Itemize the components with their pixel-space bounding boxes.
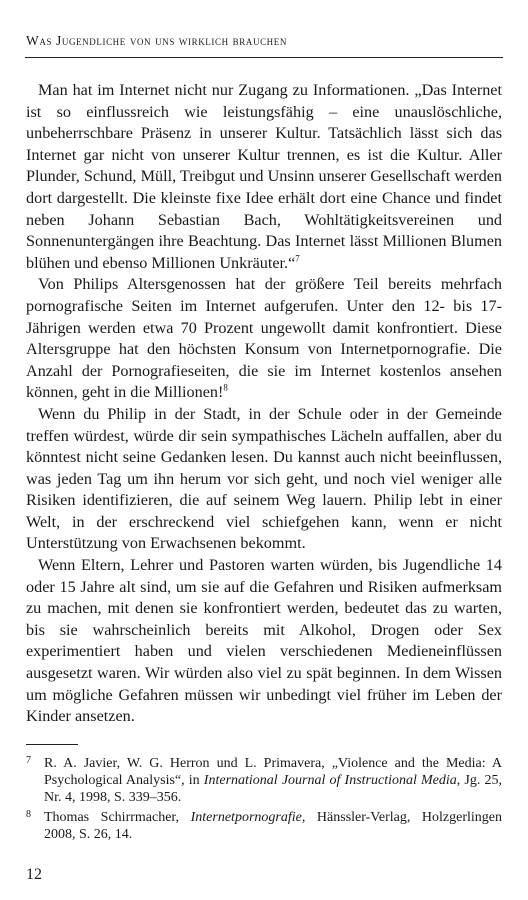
footnote-7 bbox=[26, 755, 502, 807]
paragraph-2 bbox=[26, 274, 502, 404]
footnote-8 bbox=[26, 809, 502, 843]
footnote-number: 8 bbox=[26, 808, 31, 820]
footnote-text-end: , Hänssler-Verlag, Holzgerlingen 2008, S. 26, 14. bbox=[44, 809, 502, 842]
paragraph-4 bbox=[26, 555, 502, 728]
footnote-number: 7 bbox=[26, 755, 31, 766]
paragraph-3 bbox=[26, 404, 502, 555]
footnote-ref-8: 8 bbox=[223, 382, 228, 393]
paragraph-2-text: Von Philips Altersgenossen hat der größere Teil bereits mehrfach pornografische Seiten im Internet aufgerufen. Unter den 12- bis 17-Jährigen werden etwa 70 Prozent ungewollt damit konfrontiert. Diese Altersgruppe hat den höchsten Konsum von Internetpornografie. Die Anzahl der Pornografieseiten, die sie im Internet kostenlos ansehen können, geht in die Millionen! bbox=[26, 275, 502, 402]
page-number: 12 bbox=[26, 866, 42, 883]
footnote-ref-7: 7 bbox=[295, 253, 300, 264]
paragraph-4-text: Wenn Eltern, Lehrer und Pastoren warten würden, bis Jugendliche 14 oder 15 Jahre alt sind, um sie auf die Gefahren und Risiken aufmerksam zu machen, mit denen sie konfrontiert werden, bedeutet das zu warten, bis sie wahrscheinlich bereits mit Alkohol, Drogen oder Sex experimentiert haben und vielen verschiedenen Medieneinflüssen ausgesetzt waren. Wir würden also viel zu spät beginnen. In dem Wissen um mögliche Gefahren müssen wir unbedingt viel früher im Leben der Kinder ansetzen. bbox=[26, 556, 502, 726]
footnote-text: R. A. Javier, W. G. Herron und L. Primavera, „Violence and the Media: A Psychological Analysis“, in bbox=[44, 756, 502, 789]
main-text bbox=[26, 80, 502, 728]
paragraph-1-text: Man hat im Internet nicht nur Zugang zu Informationen. „Das Internet ist so einflussreich wie leistungsfähig – eine unauslöschliche, unbeherrschbare Präsenz in unserer Kultur. Tatsächlich lässt sich das Internet gar nicht von unserer Kultur trennen, es ist die Kultur. Aller Plunder, Schund, Müll, Treibgut und Unsinn unserer Gesellschaft werden dort dargestellt. Die kleinste fixe Idee erhält dort eine Chance und findet neben Johann Sebastian Bach, Wohltätigkeitsvereinen und Sonnenuntergängen ihre Beachtung. Das Internet lässt Millionen Blumen blühen und ebenso Millionen Unkräuter.“ bbox=[26, 81, 502, 272]
footnote-book-title: Internetpornografie bbox=[190, 809, 302, 825]
footnote-journal-title: International Journal of Instructional Media bbox=[203, 773, 457, 789]
footnotes bbox=[26, 755, 502, 845]
paragraph-3-text: Wenn du Philip in der Stadt, in der Schule oder in der Gemeinde treffen würdest, würde dir sein sympathisches Lächeln auffallen, aber du könntest nicht seine Gedanken lesen. Du kannst auch nicht beeinflussen, was jeden Tag um ihn herum vor sich geht, und noch viel weniger alle Risiken identifizieren, die auf seinem Weg lauern. Philip lebt in einer Welt, in der erschreckend viel schiefgehen kann, wenn er nicht Unterstützung von Erwachsenen bekommt. bbox=[26, 404, 502, 553]
running-head: Was Jugendliche von uns wirklich brauchen bbox=[26, 33, 287, 48]
footnote-text-end: , Jg. 25, Nr. 4, 1998, S. 339–356. bbox=[44, 773, 503, 806]
footnote-text: Thomas Schirrmacher, bbox=[44, 809, 191, 825]
footnote-rule bbox=[26, 744, 78, 745]
paragraph-1 bbox=[26, 80, 502, 274]
header-rule bbox=[25, 57, 503, 58]
